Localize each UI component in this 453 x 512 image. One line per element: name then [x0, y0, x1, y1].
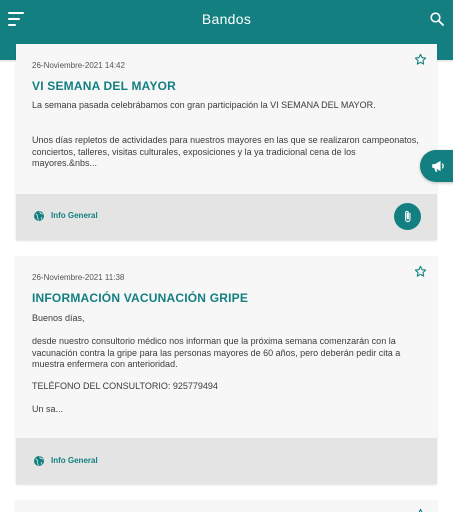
post-text: Un sa... — [32, 404, 64, 414]
post-text: TELÉFONO DEL CONSULTORIO: 925779494 — [32, 381, 218, 391]
paperclip-icon — [401, 209, 414, 224]
globe-icon — [33, 455, 45, 467]
page-title: Bandos — [201, 11, 252, 27]
star-icon[interactable] — [414, 265, 427, 278]
megaphone-icon — [430, 159, 446, 173]
post-date: 26-Noviembre-2021 14:42 — [32, 61, 125, 70]
announcement-button[interactable] — [420, 150, 453, 182]
post-date: 26-Noviembre-2021 11:38 — [32, 273, 125, 282]
star-icon[interactable] — [414, 508, 427, 512]
post-text: La semana pasada celebrábamos con gran participación la VI SEMANA DEL MAYOR. — [32, 100, 376, 110]
attachment-button[interactable] — [394, 203, 421, 230]
post-footer — [16, 194, 437, 240]
post-title[interactable]: VI SEMANA DEL MAYOR — [32, 79, 177, 93]
post-category[interactable]: Info General — [51, 456, 98, 465]
post-title[interactable]: INFORMACIÓN VACUNACIÓN GRIPE — [32, 291, 249, 305]
post-category[interactable]: Info General — [51, 211, 98, 220]
post-text: Unos días repletos de actividades para nuestros mayores en las que se realizaron campeonatos, conciertos, talleres, visitas culturales, exposiciones y la ya tradicional cena de los mayores.&nbs... — [32, 135, 419, 168]
post-card[interactable] — [16, 256, 437, 484]
post-card[interactable] — [16, 44, 437, 240]
star-icon[interactable] — [414, 53, 427, 66]
globe-icon — [33, 210, 45, 222]
post-card[interactable] — [16, 500, 437, 512]
search-icon[interactable] — [430, 12, 444, 26]
post-text: Buenos días, — [32, 313, 85, 323]
post-text: desde nuestro consultorio médico nos informan que la próxima semana comenzarán con la vacunación contra la gripe para las personas mayores de 60 años, pero deberán pedir cita a muestra enfermera con anterioridad. — [32, 336, 401, 369]
post-footer — [16, 438, 437, 484]
